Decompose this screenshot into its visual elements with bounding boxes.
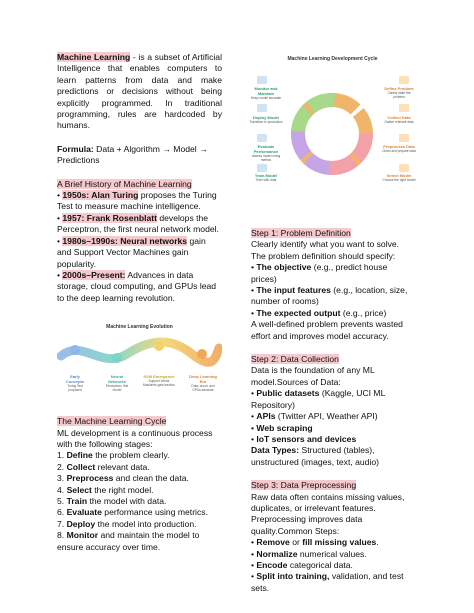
bullet: • xyxy=(57,212,63,223)
bullet: • xyxy=(57,269,63,280)
early-concepts-node xyxy=(70,345,80,355)
step-text: relevant data. xyxy=(95,461,150,472)
cycle-heading: The Machine Learning Cycle xyxy=(57,416,167,427)
step-text: the right model. xyxy=(91,484,154,495)
step3-item-text: categorical data. xyxy=(287,559,353,570)
step1-item-text: (e.g., location, size, number of rooms) xyxy=(251,285,408,307)
history-item xyxy=(57,236,222,270)
history-item-text: gain and Support Vector Machines gain popularity. xyxy=(57,235,206,269)
bullet: • xyxy=(251,571,257,582)
cycle-node-sub: Train with data xyxy=(255,178,277,182)
evo-label-0 xyxy=(61,374,89,392)
history-section xyxy=(57,179,222,304)
step-text: the model with data. xyxy=(87,495,167,506)
step1-item-strong: The objective xyxy=(256,262,312,273)
step3-item xyxy=(251,571,414,594)
cycle-node-sub: Clearly state the problem xyxy=(387,91,411,99)
step-text: and maintain the model to ensure accuracy over time. xyxy=(57,530,200,552)
intro-text: - is a subset of Artificial Intelligence that enables computers to learn patterns from data and make predictions or decisions without being explicitly programmed. In traditional programming, rules are hardcoded by humans. xyxy=(57,52,222,131)
cycle-step xyxy=(57,519,222,530)
step3-item-text: . xyxy=(376,537,379,548)
evo-node-label: Early Concepts xyxy=(65,374,85,385)
step3-item-mid: or xyxy=(289,537,303,548)
history-heading: A Brief History of Machine Learning xyxy=(57,178,192,189)
evo-node-sub: Perceptron, first model xyxy=(105,384,129,393)
step3-item xyxy=(251,549,414,560)
step-num: 8. xyxy=(57,530,67,541)
step2-types-text: Structured (tables), unstructured (images, text, audio) xyxy=(251,445,380,467)
cycle-node-label: Select Model xyxy=(386,173,412,178)
step1-item-text: (e.g., price) xyxy=(340,307,387,318)
cycle-node-sub: Gather relevant data xyxy=(384,120,414,124)
step-num: 4. xyxy=(57,484,67,495)
evo-label-1 xyxy=(103,374,131,392)
evo-label-3 xyxy=(187,374,219,392)
cycle-step xyxy=(57,473,222,484)
svm-node xyxy=(154,341,164,351)
step-text: performance using metrics. xyxy=(101,507,208,518)
step3-item-text: numerical values. xyxy=(297,548,367,559)
step3-intro: Raw data often contains missing values, duplicates, or irrelevant features. Preprocessing improves data quality.Common Steps: xyxy=(251,491,405,536)
cycle-intro: ML development is a continuous process with the following stages: xyxy=(57,427,213,449)
step-text: the model into production. xyxy=(95,518,197,529)
step-strong: Define xyxy=(66,450,93,461)
intro-term: Machine Learning xyxy=(57,52,131,62)
evolution-wave xyxy=(57,332,222,372)
evo-node-label: SVM Emergence xyxy=(143,374,175,380)
evolution-diagram xyxy=(57,318,222,414)
step3-item xyxy=(251,537,414,548)
step2-intro: Data is the foundation of any ML model.Sources of Data: xyxy=(251,365,375,387)
step1-item xyxy=(251,262,414,285)
step1-item xyxy=(251,308,414,319)
cycle-node-label: Define Problem xyxy=(384,86,414,91)
cycle-step xyxy=(57,507,222,518)
evo-node-sub: Support Vector Machines gain traction xyxy=(143,379,175,388)
bullet: • xyxy=(251,388,257,399)
cycle-left-nodes xyxy=(249,86,283,202)
step1-item-strong: The expected output xyxy=(256,307,341,318)
intro-paragraph xyxy=(57,52,222,132)
cycle-node-label: Collect Data xyxy=(387,115,411,120)
cycle-node-label: Deploy Model xyxy=(252,115,279,120)
cycle-step xyxy=(57,485,222,496)
deep-learning-node xyxy=(197,349,207,359)
bullet: • xyxy=(251,537,257,548)
step-num: 1. xyxy=(57,450,67,461)
cycle-right-nodes xyxy=(382,86,416,202)
evo-node-sub: Data, cloud, and GPUs advance xyxy=(191,384,215,393)
step3-item-strong: Split into training, xyxy=(256,571,330,582)
cycle-node-label: Preprocess Data xyxy=(383,144,415,149)
step-strong: Deploy xyxy=(66,518,96,529)
step3-heading: Step 3: Data Preprocessing xyxy=(251,480,357,491)
cycle-node-sub: Clean and prepare data xyxy=(382,149,416,153)
history-item-text: develops the Perceptron, the first neural network model. xyxy=(57,212,219,235)
define-icon xyxy=(399,76,409,84)
step2-item xyxy=(251,411,414,422)
step2-item-text: (Kaggle, UCI ML Repository) xyxy=(251,388,386,410)
step1-heading: Step 1: Problem Definition xyxy=(251,228,351,238)
step-text: the problem clearly. xyxy=(92,450,170,461)
evo-node-label: Neural Networks xyxy=(107,374,126,385)
bullet: • xyxy=(251,411,257,422)
bullet: • xyxy=(251,307,257,318)
history-item xyxy=(57,213,222,236)
cycle-diagram xyxy=(249,52,416,222)
step2-item-strong: Web scraping xyxy=(256,422,313,433)
step-strong: Preprocess xyxy=(66,473,114,484)
step-num: 3. xyxy=(57,473,67,484)
history-item-strong: 1980s–1990s: Neural networks xyxy=(62,235,188,246)
history-item-strong: 1957: Frank Rosenblatt xyxy=(62,212,157,223)
formula-label: Formula: xyxy=(57,143,94,154)
monitor-icon xyxy=(257,76,267,84)
history-item xyxy=(57,270,222,304)
step3-item-strong: Encode xyxy=(256,559,288,570)
neural-networks-node xyxy=(112,353,122,363)
cycle-node-label: Train Model xyxy=(254,173,278,178)
bullet: • xyxy=(251,262,257,273)
step3-section xyxy=(251,480,414,594)
step-strong: Evaluate xyxy=(66,507,102,518)
cycle-step xyxy=(57,450,222,461)
history-item xyxy=(57,190,222,213)
step2-item-strong: Public datasets xyxy=(256,388,320,399)
history-item-text: Advances in data storage, cloud computing, and GPUs lead to the deep learning revolution. xyxy=(57,269,217,303)
step-strong: Select xyxy=(66,484,92,495)
cycle-step xyxy=(57,530,222,553)
step-strong: Monitor xyxy=(66,530,99,541)
history-item-text: proposes the Turing Test to measure machine intelligence. xyxy=(57,190,217,212)
evo-label-2 xyxy=(143,374,175,387)
bullet: • xyxy=(57,190,63,201)
cycle-node-sub: Keep model accurate xyxy=(250,96,282,100)
step2-types xyxy=(251,445,414,468)
cycle-step xyxy=(57,496,222,507)
evolution-title: Machine Learning Evolution xyxy=(106,324,173,331)
cycle-step xyxy=(57,462,222,473)
formula-text: Data + Algorithm → Model → Predictions xyxy=(57,143,208,166)
step1-item xyxy=(251,285,414,308)
cycle-node-label: Monitor and Maintain xyxy=(254,86,278,96)
right-column xyxy=(251,52,414,594)
step1-intro: Clearly identify what you want to solve. The problem definition should specify: xyxy=(251,239,400,261)
step3-item-strong: Remove xyxy=(256,537,290,548)
bullet: • xyxy=(251,422,257,433)
step-strong: Train xyxy=(66,495,88,506)
evo-node-label: Deep Learning Era xyxy=(189,374,217,385)
step-num: 2. xyxy=(57,461,67,472)
bullet: • xyxy=(251,285,257,296)
step1-item-text: (e.g., predict house prices) xyxy=(251,262,388,284)
cycle-node-label: Evaluate Performance xyxy=(253,144,279,154)
step2-types-label: Data Types: xyxy=(251,445,300,456)
step1-section xyxy=(251,228,414,342)
step2-item xyxy=(251,388,414,411)
step-text: and clean the data. xyxy=(113,473,189,484)
step3-item-strong: Normalize xyxy=(256,548,298,559)
step2-item-strong: IoT sensors and devices xyxy=(256,433,357,444)
bullet: • xyxy=(251,559,257,570)
bullet: • xyxy=(251,433,257,444)
step2-section xyxy=(251,354,414,468)
bullet: • xyxy=(251,548,257,559)
step2-item xyxy=(251,434,414,445)
step1-outro: A well-defined problem prevents wasted effort and improves model accuracy. xyxy=(251,319,403,341)
step2-item xyxy=(251,423,414,434)
step1-item-strong: The input features xyxy=(256,285,331,296)
step3-item-strong2: fill missing values xyxy=(302,537,377,548)
bullet: • xyxy=(57,235,63,246)
evo-node-sub: Turing Test proposed xyxy=(67,384,83,393)
cycle-diagram-title: Machine Learning Development Cycle xyxy=(287,56,378,62)
history-item-strong: 1950s: Alan Turing xyxy=(62,190,139,201)
cycle-node-sub: Transition to production xyxy=(249,120,283,124)
left-column xyxy=(57,52,222,553)
cycle-node-sub: Choose the right model xyxy=(382,178,416,182)
step3-item-text: validation, and test sets. xyxy=(251,571,404,593)
step2-item-text: (Twitter API, Weather API) xyxy=(275,411,378,422)
step2-heading: Step 2: Data Collection xyxy=(251,354,339,365)
step-num: 7. xyxy=(57,518,67,529)
step-num: 6. xyxy=(57,507,67,518)
step-strong: Collect xyxy=(66,461,96,472)
step2-item-strong: APIs xyxy=(256,411,276,422)
step3-item xyxy=(251,560,414,571)
formula-paragraph xyxy=(57,144,222,167)
step-num: 5. xyxy=(57,495,67,506)
history-item-strong: 2000s–Present: xyxy=(62,269,126,280)
cycle-section xyxy=(57,416,222,553)
cycle-node-sub: Assess model using metrics xyxy=(251,154,281,162)
